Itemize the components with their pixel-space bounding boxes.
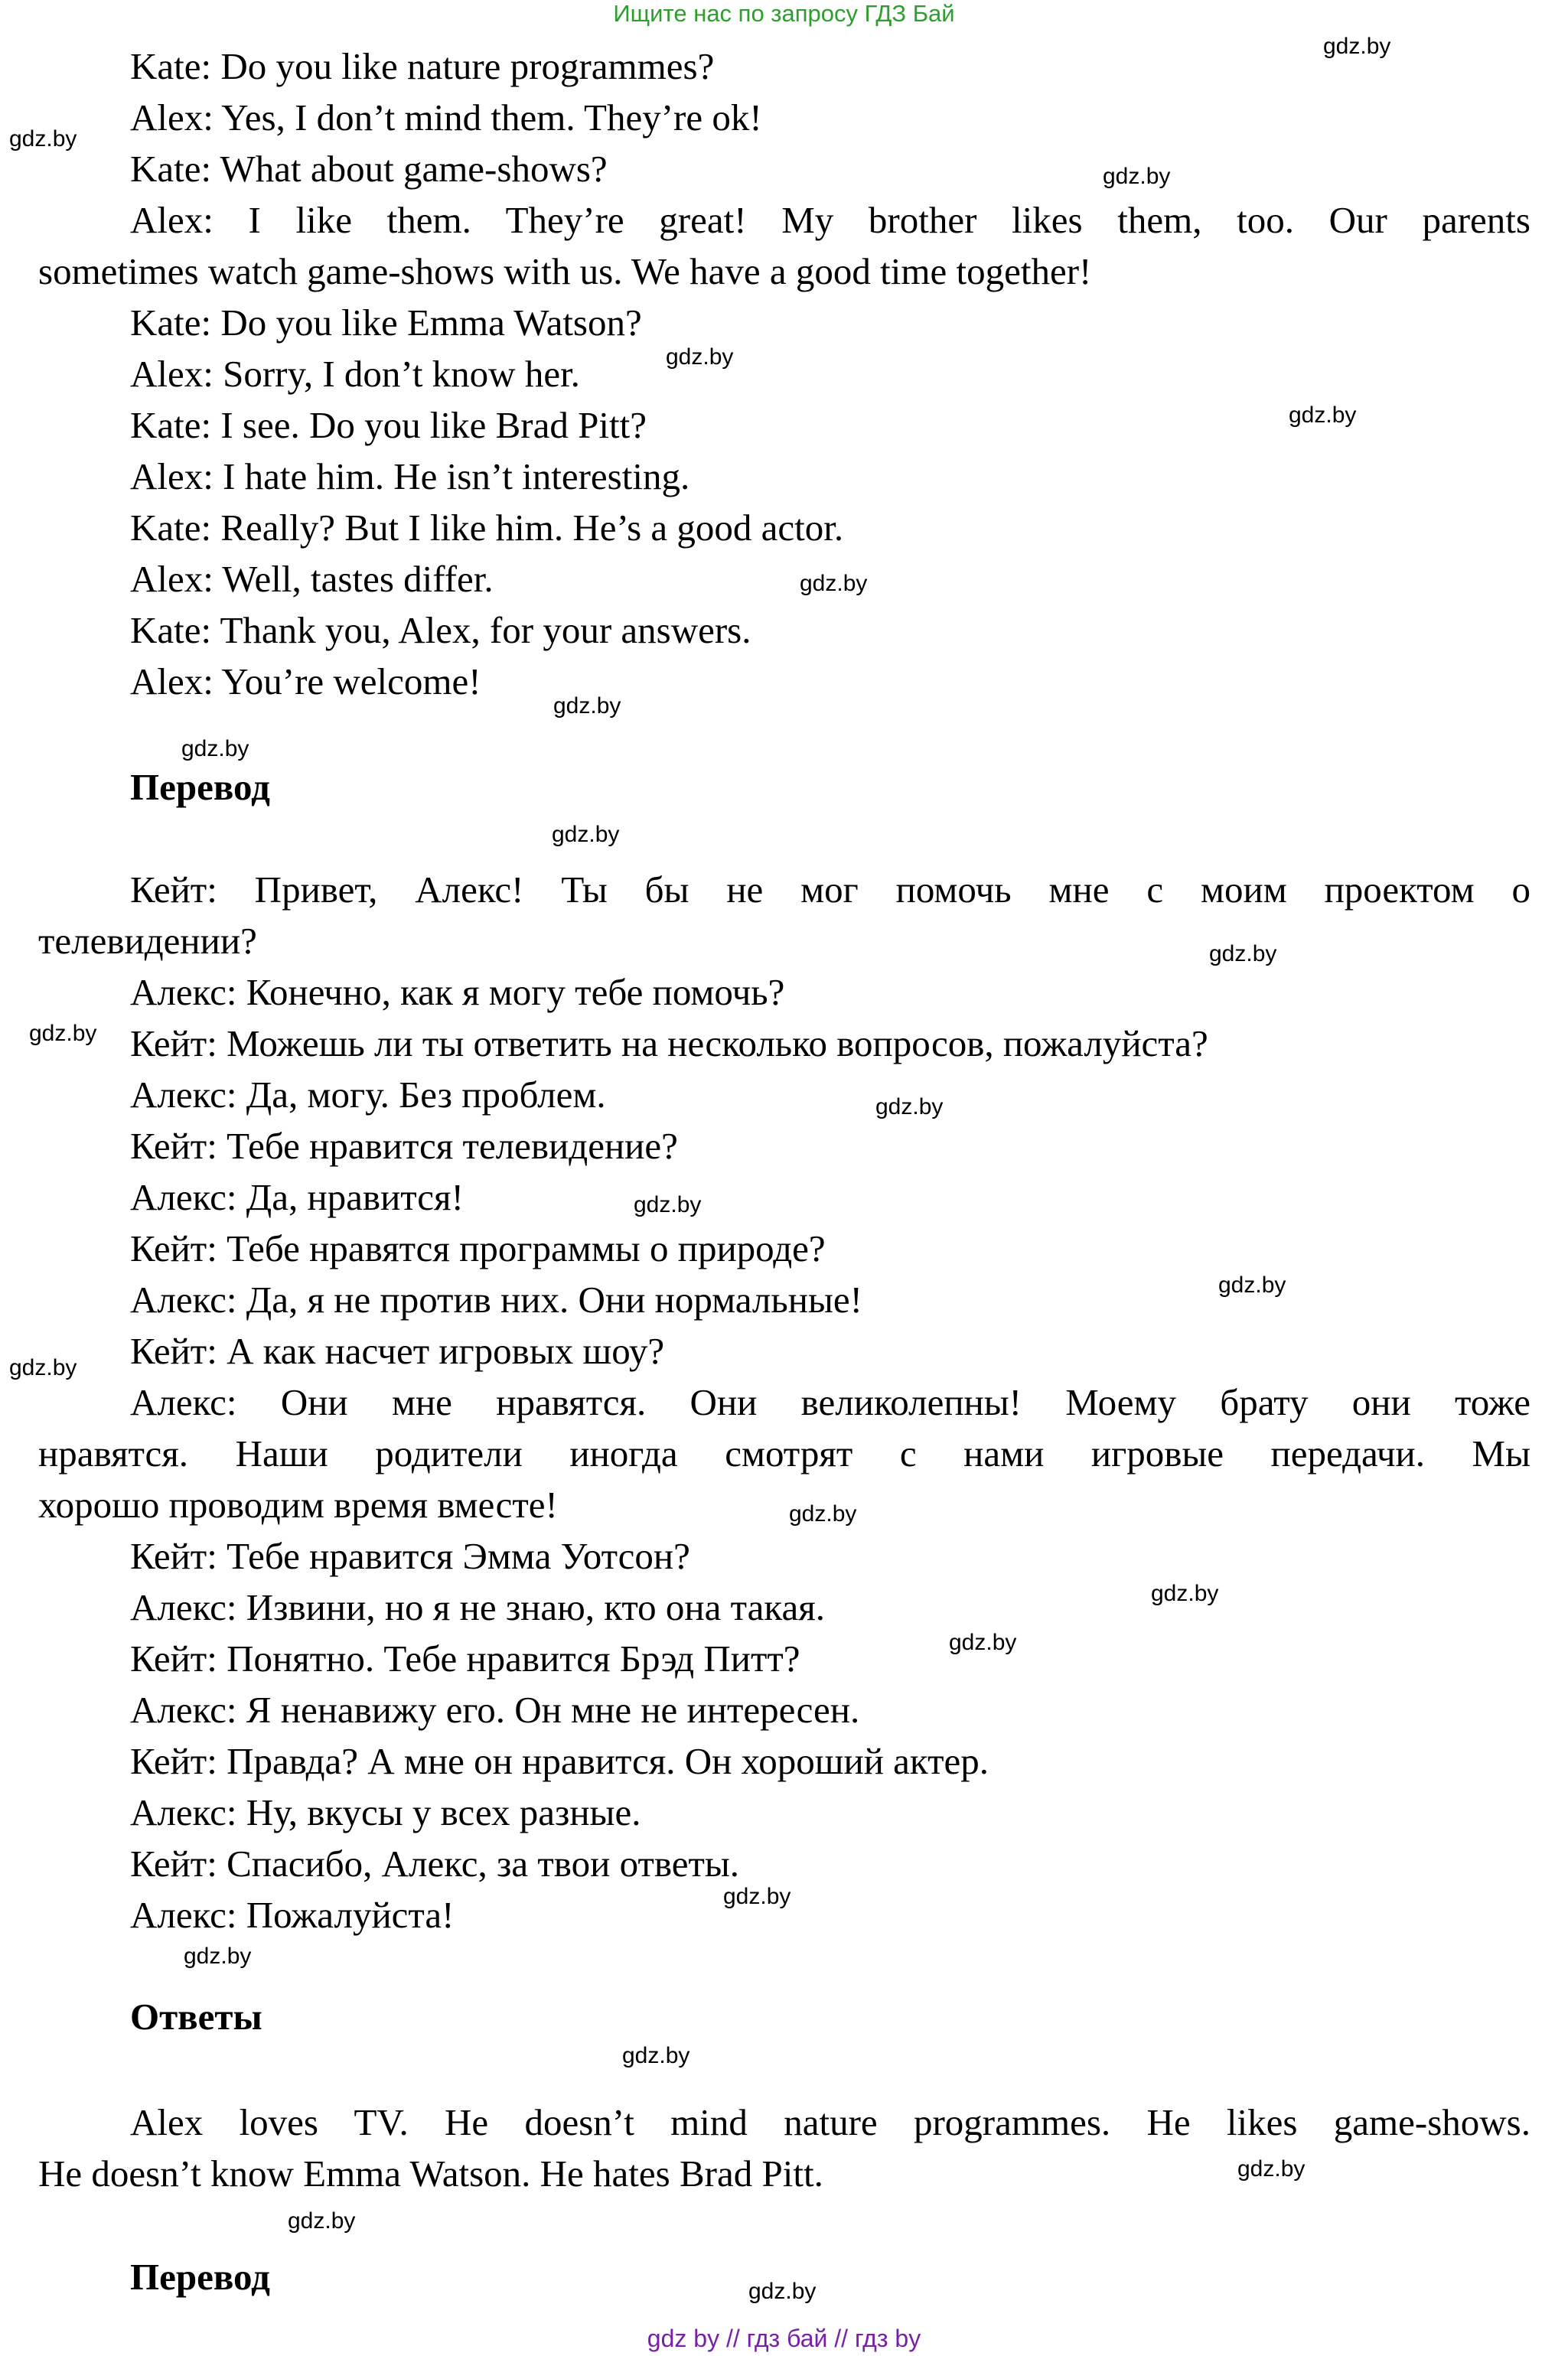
dialogue-line: Kate: Do you like nature programmes? xyxy=(130,45,715,87)
watermark: gdz.by xyxy=(723,1884,791,1909)
dialogue-line: Алекс: Извини, но я не знаю, кто она такая. xyxy=(130,1586,826,1628)
dialogue-line: Кейт: Привет, Алекс! Ты бы не мог помочь мне с моим проектом о xyxy=(130,868,1531,911)
watermark: gdz.by xyxy=(748,2279,817,2304)
watermark: gdz.by xyxy=(1209,941,1277,966)
dialogue-line: Алекс: Они мне нравятся. Они великолепны! Моему брату они тоже xyxy=(130,1381,1531,1423)
dialogue-line: хорошо проводим время вместе! xyxy=(38,1484,558,1526)
dialogue-line: Alex: Sorry, I don’t know her. xyxy=(130,353,580,395)
watermark: gdz.by xyxy=(552,822,620,847)
dialogue-line: Кейт: Тебе нравятся программы о природе? xyxy=(130,1227,826,1269)
watermark: gdz.by xyxy=(553,693,621,719)
watermark: gdz.by xyxy=(184,1944,252,1969)
dialogue-line: Алекс: Я ненавижу его. Он мне не интересен. xyxy=(130,1689,860,1731)
dialogue-line: sometimes watch game-shows with us. We have a good time together! xyxy=(38,250,1092,292)
watermark: gdz.by xyxy=(1103,164,1171,189)
watermark: gdz.by xyxy=(789,1501,857,1527)
watermark: gdz.by xyxy=(288,2208,356,2234)
watermark: gdz.by xyxy=(1323,34,1391,59)
dialogue-line: Kate: Really? But I like him. He’s a good actor. xyxy=(130,507,844,549)
watermark: gdz.by xyxy=(1151,1581,1219,1606)
section-heading-translation-2: Перевод xyxy=(130,2256,270,2298)
watermark: gdz.by xyxy=(29,1021,97,1046)
watermark: gdz.by xyxy=(1218,1273,1286,1298)
dialogue-line: Кейт: Тебе нравится телевидение? xyxy=(130,1125,678,1167)
watermark: gdz.by xyxy=(666,344,734,370)
dialogue-line: Кейт: Понятно. Тебе нравится Брэд Питт? xyxy=(130,1637,800,1680)
dialogue-line: Кейт: Правда? А мне он нравится. Он хороший актер. xyxy=(130,1740,989,1782)
dialogue-line: Kate: I see. Do you like Brad Pitt? xyxy=(130,404,647,446)
top-banner: Ищите нас по запросу ГДЗ Бай xyxy=(613,0,955,27)
answer-line: He doesn’t know Emma Watson. He hates Brad Pitt. xyxy=(38,2152,823,2195)
dialogue-line: телевидении? xyxy=(38,920,257,962)
watermark: gdz.by xyxy=(800,571,868,596)
watermark: gdz.by xyxy=(634,1192,702,1217)
dialogue-line: Alex: I hate him. He isn’t interesting. xyxy=(130,455,690,497)
dialogue-line: Кейт: Тебе нравится Эмма Уотсон? xyxy=(130,1535,690,1577)
watermark: gdz.by xyxy=(949,1630,1017,1655)
section-heading-answers: Ответы xyxy=(130,1996,262,2038)
dialogue-line: Kate: Do you like Emma Watson? xyxy=(130,301,642,344)
dialogue-line: нравятся. Наши родители иногда смотрят с нами игровые передачи. Мы xyxy=(38,1432,1531,1475)
answer-line: Alex loves TV. He doesn’t mind nature programmes. He likes game-shows. xyxy=(130,2101,1531,2143)
dialogue-line: Алекс: Да, я не против них. Они нормальные! xyxy=(130,1279,862,1321)
dialogue-line: Алекс: Да, нравится! xyxy=(130,1176,464,1218)
dialogue-line: Alex: You’re welcome! xyxy=(130,660,481,702)
dialogue-line: Alex: Yes, I don’t mind them. They’re ok! xyxy=(130,96,762,138)
watermark: gdz.by xyxy=(9,126,77,152)
watermark: gdz.by xyxy=(875,1094,944,1119)
dialogue-line: Кейт: Можешь ли ты ответить на несколько вопросов, пожалуйста? xyxy=(130,1022,1208,1064)
dialogue-line: Алекс: Да, могу. Без проблем. xyxy=(130,1074,606,1116)
dialogue-line: Alex: Well, tastes differ. xyxy=(130,558,494,600)
watermark: gdz.by xyxy=(1237,2156,1306,2182)
dialogue-line: Кейт: А как насчет игровых шоу? xyxy=(130,1330,665,1372)
dialogue-line: Алекс: Конечно, как я могу тебе помочь? xyxy=(130,971,785,1013)
bottom-banner: gdz by // гдз бай // гдз by xyxy=(647,2325,921,2352)
dialogue-line: Alex: I like them. They’re great! My brother likes them, too. Our parents xyxy=(130,199,1531,241)
watermark: gdz.by xyxy=(9,1355,77,1380)
watermark: gdz.by xyxy=(622,2043,690,2068)
dialogue-line: Кейт: Спасибо, Алекс, за твои ответы. xyxy=(130,1843,740,1885)
watermark: gdz.by xyxy=(181,736,249,761)
watermark: gdz.by xyxy=(1289,402,1357,428)
dialogue-line: Алекс: Ну, вкусы у всех разные. xyxy=(130,1791,641,1833)
dialogue-line: Алекс: Пожалуйста! xyxy=(130,1894,455,1936)
dialogue-line: Kate: Thank you, Alex, for your answers. xyxy=(130,609,751,651)
dialogue-line: Kate: What about game-shows? xyxy=(130,148,608,190)
section-heading-translation: Перевод xyxy=(130,766,270,808)
